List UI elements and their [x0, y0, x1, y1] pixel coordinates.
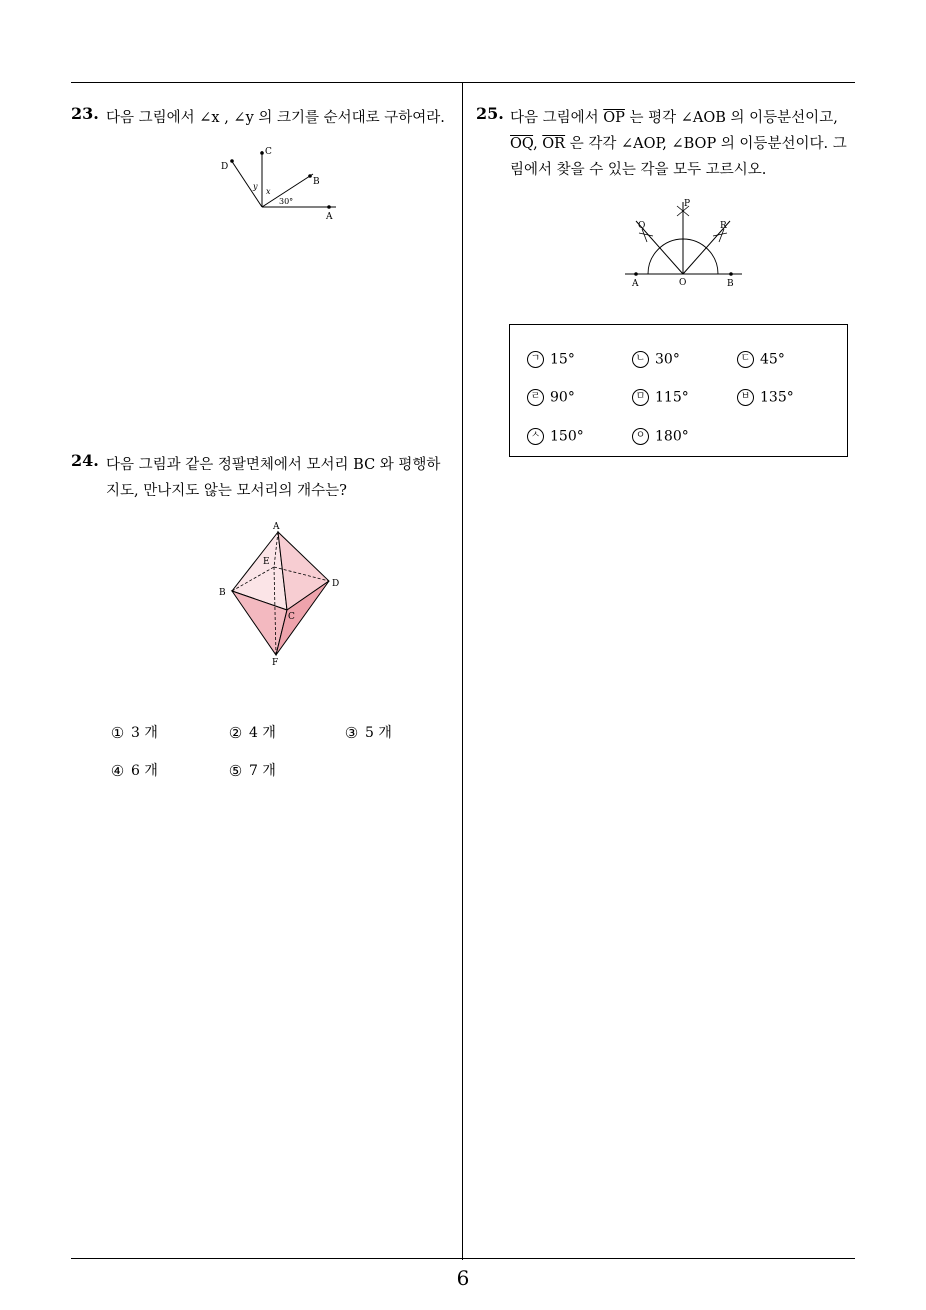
q23-angle-label: 30°	[279, 197, 294, 206]
q24-option-2-text: 4 개	[249, 725, 276, 741]
bottom-rule	[71, 1258, 855, 1259]
q24-option-4-mark: ④	[110, 761, 125, 780]
q25-choice-8-text: 180°	[655, 428, 689, 445]
q24-label-c: C	[288, 612, 295, 622]
q23-label-c: C	[265, 147, 272, 157]
q25-choice-6[interactable]	[737, 389, 794, 406]
q23-figure	[210, 140, 350, 225]
q25-choice-2[interactable]	[632, 351, 680, 368]
q23-label-a: A	[326, 212, 333, 222]
q25-choice-5[interactable]	[632, 389, 689, 406]
q24-label-b: B	[219, 588, 226, 598]
q25-choice-5-text: 115°	[655, 389, 689, 406]
q25-choice-7-mark: ㅅ	[527, 428, 544, 445]
q25-choice-3-text: 45°	[760, 351, 785, 368]
q25-choice-5-mark: ㅁ	[632, 389, 649, 406]
page-number: 6	[456, 1266, 470, 1290]
q24-label-a: A	[273, 522, 280, 532]
q24-option-2-mark: ②	[228, 723, 243, 742]
q25-choice-6-mark: ㅂ	[737, 389, 754, 406]
q25-line-1	[510, 106, 838, 127]
q25-label-o: O	[679, 278, 687, 288]
q24-label-f: F	[272, 658, 279, 668]
q25-label-q: Q	[638, 221, 646, 231]
q25-line-3: 림에서 찾을 수 있는 각을 모두 고르시오.	[510, 162, 767, 178]
q24-number: 24.	[71, 451, 99, 470]
q24-option-3-text: 5 개	[365, 725, 392, 741]
q25-choice-7[interactable]	[527, 428, 584, 445]
q25-number: 25.	[476, 104, 504, 123]
q24-label-d: D	[332, 579, 340, 589]
q25-figure	[620, 196, 750, 292]
q25-choice-2-mark: ㄴ	[632, 351, 649, 368]
q23-label-y: y	[253, 182, 258, 191]
q23-label-b: B	[313, 177, 320, 187]
q25-choice-4[interactable]	[527, 389, 575, 406]
q24-line-1: 다음 그림과 같은 정팔면체에서 모서리 BC 와 평행하	[106, 457, 441, 473]
q25-choice-2-text: 30°	[655, 351, 680, 368]
segment-op: $\overline{OP}$	[603, 110, 625, 126]
q24-label-e: E	[263, 557, 270, 567]
top-rule	[71, 82, 855, 83]
q25-line-2	[510, 132, 847, 153]
q24-option-1-text: 3 개	[131, 725, 158, 741]
q25-line-2-sep: ,	[533, 136, 543, 152]
q25-choice-8-mark: ㅇ	[632, 428, 649, 445]
q24-option-5-text: 7 개	[249, 763, 276, 779]
q25-choice-6-text: 135°	[760, 389, 794, 406]
q25-line-1-pre: 다음 그림에서	[510, 110, 604, 126]
q25-choice-4-text: 90°	[550, 389, 575, 406]
q24-option-1[interactable]	[110, 722, 158, 742]
segment-or: $\overline{OR}$	[542, 136, 566, 152]
q23-label-d: D	[221, 162, 229, 172]
q23-number: 23.	[71, 104, 99, 123]
q24-option-5[interactable]	[228, 760, 276, 780]
q25-choice-3-mark: ㄷ	[737, 351, 754, 368]
q25-label-a: A	[632, 279, 639, 289]
q24-option-3-mark: ③	[344, 723, 359, 742]
q25-label-p: P	[684, 199, 691, 209]
q25-label-r: R	[720, 221, 727, 231]
q25-line-1-post: 는 평각 ∠AOB 의 이등분선이고,	[624, 110, 838, 126]
q24-option-4-text: 6 개	[131, 763, 158, 779]
q24-option-2[interactable]	[228, 722, 276, 742]
q25-label-b: B	[727, 279, 734, 289]
q23-text: 다음 그림에서 ∠x , ∠y 의 크기를 순서대로 구하여라.	[106, 110, 445, 126]
q25-choice-8[interactable]	[632, 428, 689, 445]
q25-choice-1-text: 15°	[550, 351, 575, 368]
q25-line-2-post: 은 각각 ∠AOP, ∠BOP 의 이등분선이다. 그	[565, 136, 847, 152]
q24-option-3[interactable]	[344, 722, 392, 742]
q25-choice-4-mark: ㄹ	[527, 389, 544, 406]
q24-option-5-mark: ⑤	[228, 761, 243, 780]
q24-line-2: 지도, 만나지도 않는 모서리의 개수는?	[106, 483, 347, 499]
column-divider	[462, 82, 463, 1260]
q24-octahedron	[212, 518, 352, 668]
q25-choice-1[interactable]	[527, 351, 575, 368]
q25-choice-3[interactable]	[737, 351, 785, 368]
q24-option-4[interactable]	[110, 760, 158, 780]
q25-choice-1-mark: ㄱ	[527, 351, 544, 368]
q25-choice-7-text: 150°	[550, 428, 584, 445]
segment-oq: $\overline{OQ}$	[510, 136, 534, 152]
q24-option-1-mark: ①	[110, 723, 125, 742]
q23-label-x: x	[266, 187, 271, 196]
